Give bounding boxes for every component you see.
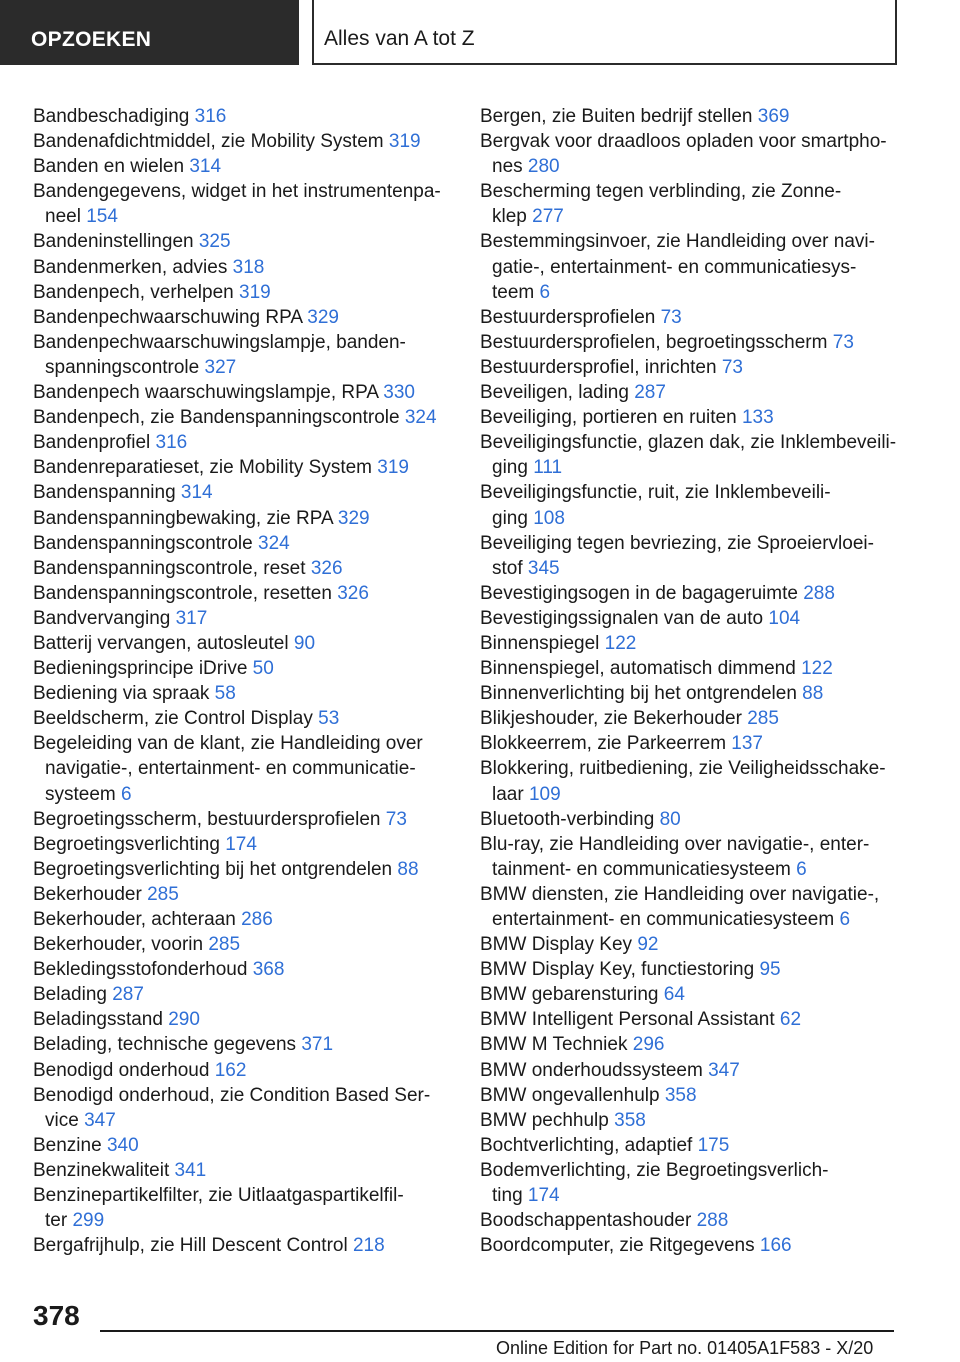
page-link[interactable]: 92 [637,934,659,956]
index-entry [33,982,453,1007]
entry-text: Blu-ray, zie Handleiding over navigatie-, enter- [480,833,870,855]
page-link[interactable]: 174 [527,1185,560,1207]
index-entry [33,807,453,832]
entry-text: Blokkeerrem, zie Parkeerrem [480,733,732,755]
entry-text: BMW gebarensturing [480,984,664,1006]
entry-text: Begroetingsverlichting bij het ontgrendelen [33,858,398,880]
page-link[interactable]: 104 [768,607,801,629]
index-entry [480,982,920,1007]
page-link[interactable]: 340 [106,1134,139,1156]
page-link[interactable]: 319 [239,281,271,303]
index-entry [33,179,453,229]
page-link[interactable]: 111 [533,457,563,479]
entry-text: tainment- en communicatiesysteem [492,858,797,880]
entry-text: ter [45,1210,73,1232]
entry-text: BMW onderhoudssysteem [480,1059,709,1081]
page-link[interactable]: 330 [383,382,415,404]
entry-text: Blikjeshouder, zie Bekerhouder [480,708,748,730]
entry-text: Beveiligingsfunctie, ruit, zie Inklembeveili- [480,482,831,504]
index-entry [33,104,453,129]
index-entry [33,932,453,957]
entry-text: Bandenpechwaarschuwing RPA [33,306,308,328]
entry-text: Beladingsstand [33,1009,169,1031]
index-column-right [480,104,920,1258]
entry-text: Bekerhouder, achteraan [33,909,242,930]
page-link[interactable]: 345 [527,557,560,579]
page-link[interactable]: 122 [604,632,637,654]
index-entry [480,706,920,731]
index-entry [33,882,453,907]
entry-text: BMW Intelligent Personal Assistant [480,1009,780,1031]
page-link[interactable]: 154 [86,206,118,228]
index-entry [33,280,453,305]
entry-text: Bergen, zie Buiten bedrijf stellen [480,106,758,127]
edition-footer: Online Edition for Part no. 01405A1F583 - X/20 [496,1338,874,1358]
entry-text: Batterij vervangen, autosleutel [33,632,294,654]
page-link[interactable]: 109 [528,783,561,805]
index-entry [480,882,920,932]
page-link[interactable]: 319 [388,131,421,153]
index-entry [480,957,920,982]
title-tab-label: Alles van A tot Z [324,27,475,50]
index-entry [480,606,920,631]
page-link[interactable]: 326 [337,582,369,604]
page-link[interactable]: 326 [310,557,343,579]
entry-text: BMW ongevallenhulp [480,1084,665,1106]
page-link[interactable]: 90 [293,632,316,654]
index-entry [33,832,453,857]
entry-text: Bandenpech waarschuwingslampje, RPA [33,382,384,404]
page-link[interactable]: 327 [204,356,237,378]
index-entry [33,631,453,656]
entry-text: stof [492,557,528,579]
entry-text: spanningscontrole [45,356,205,378]
index-entry [33,1233,453,1258]
entry-text: Bandvervanging [33,607,176,629]
index-entry [480,480,920,530]
entry-text: Bandenpech, verhelpen [33,281,239,303]
page-link[interactable]: 58 [214,683,236,705]
entry-text: BMW Display Key [480,934,638,956]
entry-text: Blokkering, ruitbediening, zie Veiligheidsschake- [480,758,886,780]
index-entry [480,531,920,581]
entry-text: Bodemverlichting, zie Begroetingsverlich- [480,1159,829,1181]
entry-text: Bandeninstellingen [33,231,199,253]
entry-text: Beveiliging tegen bevriezing, zie Sproeiervloei- [480,532,874,554]
entry-text: BMW M Techniek [480,1034,633,1056]
entry-text: ging [492,457,534,479]
entry-text: Beveiligingsfunctie, glazen dak, zie Inklembeveili- [480,432,897,454]
page-link[interactable]: 316 [194,106,227,127]
entry-text: Bandenmerken, advies [33,256,233,278]
entry-text: klep [492,206,533,228]
entry-text: Bekerhouder [33,883,148,905]
entry-text: Binnenverlichting bij het ontgrendelen [480,683,803,705]
entry-text: gatie-, entertainment- en communicatiesys- [492,256,857,278]
entry-text: Bandengegevens, widget in het instrumentenpa- [33,181,441,203]
entry-text: neel [45,206,87,228]
page-link[interactable]: 73 [721,356,743,378]
index-entry [480,581,920,606]
page-link[interactable]: 80 [659,808,681,830]
index-entry [33,656,453,681]
index-entry [33,154,453,179]
entry-text: Bescherming tegen verblinding, zie Zonne- [480,181,842,203]
entry-text: Begroetingsscherm, bestuurdersprofielen [33,808,386,830]
index-entry [480,305,920,330]
page-link[interactable]: 347 [84,1109,116,1131]
page-link[interactable]: 6 [539,281,551,303]
index-entry [33,480,453,505]
index-entry [480,229,920,304]
index-entry [480,1233,920,1258]
index-entry [33,556,453,581]
index-entry [480,1158,920,1208]
page-link[interactable]: 314 [180,482,213,504]
entry-text: Belading [33,984,113,1006]
index-entry [33,1083,453,1133]
index-entry [33,1133,453,1158]
page-link[interactable]: 288 [803,582,835,604]
entry-text: teem [492,281,540,303]
page-number: 378 [33,1300,80,1331]
entry-text: Bandbeschadiging [33,106,195,127]
page-link[interactable]: 280 [527,156,560,178]
page-link[interactable]: 137 [731,733,763,755]
page-link[interactable]: 341 [174,1159,207,1181]
page-link[interactable]: 371 [301,1034,334,1056]
page-link[interactable]: 277 [532,206,564,228]
entry-text: Bekledingsstofonderhoud [33,959,253,981]
entry-text: Bochtverlichting, adaptief [480,1134,698,1156]
index-entry [480,756,920,806]
page-link[interactable]: 324 [258,532,290,554]
index-entry [480,731,920,756]
index-entry [33,706,453,731]
page-link[interactable]: 358 [614,1109,646,1131]
index-entry [480,681,920,706]
index-entry [33,255,453,280]
page-link[interactable]: 288 [696,1210,729,1232]
entry-text: navigatie-, entertainment- en communicatie- [45,758,416,780]
index-entry [33,430,453,455]
index-entry [33,907,453,932]
entry-text: laar [492,783,529,805]
index-entry [33,1007,453,1032]
entry-text: Bevestigingssignalen van de auto [480,607,769,629]
entry-text: Benodigd onderhoud [33,1059,215,1081]
index-entry [480,355,920,380]
index-entry [480,430,920,480]
entry-text: Bevestigingsogen in de bagageruimte [480,582,804,604]
entry-text: Benzinepartikelfilter, zie Uitlaatgaspartikelfil- [33,1185,404,1207]
index-entry [480,932,920,957]
entry-text: Bandenspanningbewaking, zie RPA [33,507,338,529]
entry-text: BMW diensten, zie Handleiding over navigatie-, [480,883,880,905]
page-link[interactable]: 73 [832,331,854,353]
index-entry [33,380,453,405]
page-link[interactable]: 324 [404,407,437,429]
page-link[interactable]: 64 [663,984,685,1006]
entry-text: Bandenafdichtmiddel, zie Mobility System [33,131,389,153]
entry-text: BMW Display Key, functiestoring [480,959,760,981]
entry-text: Bedieningsprincipe iDrive [33,658,253,680]
index-entry [480,380,920,405]
index-entry [33,1032,453,1057]
page-link[interactable]: 287 [112,984,144,1006]
index-entry [480,405,920,430]
entry-text: Bandenspanningscontrole, resetten [33,582,338,604]
page-link[interactable]: 329 [337,507,370,529]
index-entry [480,1058,920,1083]
index-entry [33,330,453,380]
entry-text: Begeleiding van de klant, zie Handleiding over [33,733,423,755]
index-entry [480,104,920,129]
entry-text: Binnenspiegel [480,632,605,654]
entry-text: Bekerhouder, voorin [33,934,209,956]
index-entry [480,330,920,355]
page-link[interactable]: 122 [801,658,833,680]
entry-text: Binnenspiegel, automatisch dimmend [480,658,802,680]
page-link[interactable]: 88 [397,858,419,880]
page-link[interactable]: 6 [796,858,807,880]
page-link[interactable]: 290 [168,1009,200,1031]
index-entry [33,506,453,531]
page-link[interactable]: 175 [697,1134,730,1156]
page-link[interactable]: 325 [198,231,231,253]
page-link[interactable]: 368 [252,959,285,981]
page-link[interactable]: 318 [232,256,265,278]
page-link[interactable]: 285 [147,883,179,905]
index-entry [33,305,453,330]
entry-text: vice [45,1109,85,1131]
index-entry [33,731,453,806]
page-link[interactable]: 316 [155,432,188,454]
index-entry [480,1032,920,1057]
entry-text: Bandenspanningscontrole [33,532,259,554]
index-column-left [33,104,453,1258]
index-entry [480,807,920,832]
index-entry [480,1083,920,1108]
entry-text: Bandenpech, zie Bandenspanningscontrole [33,407,405,429]
page-link[interactable]: 50 [252,658,274,680]
index-entry [480,832,920,882]
entry-text: Bergafrijhulp, zie Hill Descent Control [33,1235,353,1257]
entry-text: Bandenspanningscontrole, reset [33,557,311,579]
page-link[interactable]: 287 [634,382,666,404]
page-link[interactable]: 53 [318,708,340,730]
page-link[interactable]: 296 [632,1034,665,1056]
page-link[interactable]: 285 [747,708,779,730]
entry-text: Bandenpechwaarschuwingslampje, banden- [33,331,406,353]
entry-text: Boodschappentashouder [480,1210,697,1232]
entry-text: Bandenspanning [33,482,181,504]
page-link[interactable]: 73 [385,808,407,830]
index-entry [33,957,453,982]
index-entry [33,1183,453,1233]
entry-text: Begroetingsverlichting [33,833,226,855]
index-entry [480,631,920,656]
section-tab-label: OPZOEKEN [31,28,152,51]
entry-text: Bestemmingsinvoer, zie Handleiding over navi- [480,231,875,253]
page-link[interactable]: 218 [352,1235,385,1257]
page-link[interactable]: 88 [802,683,824,705]
entry-text: Bandenreparatieset, zie Mobility System [33,457,378,479]
page-link[interactable]: 162 [214,1059,247,1081]
index-entry [33,229,453,254]
entry-text: Bestuurdersprofiel, inrichten [480,356,722,378]
footer-divider [100,1330,894,1332]
entry-text: Bestuurdersprofielen, begroetingsscherm [480,331,833,353]
page-link[interactable]: 317 [175,607,208,629]
index-entry [480,1133,920,1158]
entry-text: Benzinekwaliteit [33,1159,175,1181]
page-link[interactable]: 108 [533,507,565,529]
entry-text: Benzine [33,1134,107,1156]
index-entry [33,857,453,882]
index-entry [33,531,453,556]
entry-text: ting [492,1185,528,1207]
page-link[interactable]: 286 [241,909,273,930]
index-entry [480,129,920,179]
entry-text: Boordcomputer, zie Ritgegevens [480,1235,760,1257]
page-link[interactable]: 285 [208,934,241,956]
page-link[interactable]: 6 [121,783,132,805]
entry-text: Belading, technische gegevens [33,1034,302,1056]
page-link[interactable]: 347 [708,1059,740,1081]
index-entry [33,681,453,706]
entry-text: Beveiliging, portieren en ruiten [480,407,742,429]
page-link[interactable]: 73 [660,306,682,328]
index-entry [480,1208,920,1233]
index-entry [33,581,453,606]
entry-text: BMW pechhulp [480,1109,615,1131]
entry-text: ging [492,507,534,529]
entry-text: Banden en wielen [33,156,190,178]
index-entry [33,455,453,480]
index-entry [480,1108,920,1133]
entry-text: Bestuurdersprofielen [480,306,661,328]
index-entry [480,179,920,229]
page-link[interactable]: 329 [307,306,339,328]
page-link[interactable]: 369 [757,106,790,127]
entry-text: Beveiligen, lading [480,382,635,404]
entry-text: Bandenprofiel [33,432,156,454]
page-link[interactable]: 319 [377,457,409,479]
index-entry [33,1158,453,1183]
page-link[interactable]: 174 [225,833,257,855]
entry-text: Benodigd onderhoud, zie Condition Based Ser- [33,1084,431,1106]
index-entry [33,405,453,430]
entry-text: Beeldscherm, zie Control Display [33,708,319,730]
page-link[interactable]: 314 [189,156,222,178]
title-tab [312,0,897,65]
page-link[interactable]: 299 [72,1210,105,1232]
entry-text: entertainment- en communicatiesysteem [492,909,840,930]
index-entry [480,656,920,681]
page-link[interactable]: 6 [839,909,851,930]
page-link[interactable]: 133 [741,407,774,429]
page-link[interactable]: 166 [759,1235,792,1257]
index-entry [33,606,453,631]
index-entry [480,1007,920,1032]
entry-text: Bluetooth-verbinding [480,808,660,830]
entry-text: Bediening via spraak [33,683,215,705]
index-entry [33,129,453,154]
index-entry [33,1058,453,1083]
page-link[interactable]: 95 [759,959,781,981]
page-link[interactable]: 358 [664,1084,697,1106]
section-tab[interactable] [0,0,299,65]
entry-text: nes [492,156,528,178]
entry-text: systeem [45,783,122,805]
page-link[interactable]: 62 [779,1009,802,1031]
entry-text: Bergvak voor draadloos opladen voor smartpho- [480,131,887,153]
